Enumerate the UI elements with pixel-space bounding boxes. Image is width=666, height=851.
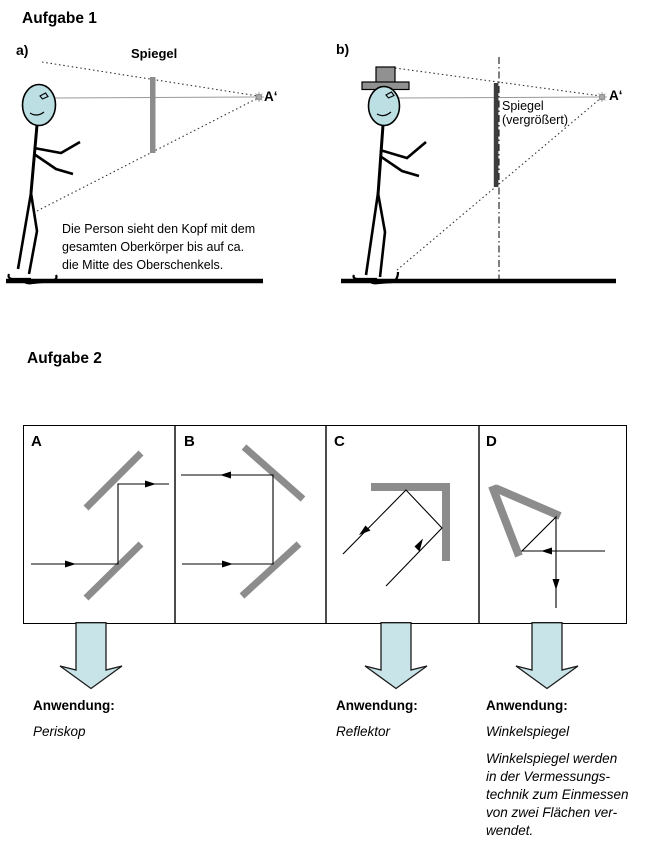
ray-eyeline-b [398, 97, 599, 98]
down-arrow-3 [514, 622, 581, 690]
panel-a-mirror-top [86, 453, 141, 508]
application-2-name: Reflektor [336, 724, 391, 739]
panel-a-mirror-bottom [86, 544, 141, 598]
image-point-label-b: A‘ [609, 88, 623, 103]
application-3-desc-line-5: wendet. [486, 823, 534, 838]
note-line-1: Die Person sieht den Kopf mit dem [62, 222, 256, 236]
mirror-label-a: Spiegel [131, 46, 178, 61]
task1-part-a-label: a) [16, 42, 29, 58]
mirror-panels-table [23, 425, 627, 624]
panel-label-d: D [486, 433, 497, 450]
mirror-bar-b [494, 83, 499, 187]
task2-title: Aufgabe 2 [27, 350, 102, 367]
foot-left-b [354, 275, 377, 279]
panel-label-b: B [184, 433, 195, 450]
ray-dotted-bottom-a [37, 98, 258, 211]
panel-b-mirror-bottom [242, 544, 299, 596]
application-2-heading: Anwendung: [336, 698, 418, 713]
mirror-bar-a [150, 77, 156, 153]
head-b [369, 87, 400, 126]
application-3-heading: Anwendung: [486, 698, 568, 713]
stick-figure-b [354, 67, 426, 283]
head-a [23, 85, 56, 126]
panel-a-drawing [31, 453, 169, 598]
mirror-label-b-line1: Spiegel [502, 99, 544, 113]
panel-d-arrowhead-in [541, 548, 552, 555]
note-line-3: die Mitte des Oberschenkels. [62, 258, 224, 272]
application-3-desc-line-3: technik zum Einmessen [486, 787, 629, 802]
panel-b-ray [181, 475, 273, 564]
panel-d-arrowhead-out [553, 579, 560, 590]
note-line-2: gesamten Oberkörper bis auf ca. [62, 240, 245, 254]
down-arrow-2 [363, 622, 430, 690]
foot-left-a [9, 274, 31, 279]
application-3-desc-line-1: Winkelspiegel werden [486, 751, 618, 766]
application-1-name: Periskop [33, 724, 86, 739]
image-point-label-a: A‘ [264, 89, 278, 104]
mirror-label-b-line2: (vergrößert) [502, 113, 568, 127]
image-point-marker-a [254, 92, 264, 102]
panel-d-ray [522, 517, 605, 608]
panel-c-ray [343, 490, 442, 586]
panel-b-arrowhead-out [220, 472, 231, 479]
diagram-b [333, 38, 666, 290]
panel-label-c: C [334, 433, 345, 450]
application-3-desc-line-2: in der Vermessungs- [486, 769, 611, 784]
ray-dotted-bottom-b [397, 98, 601, 270]
application-3-desc-line-4: von zwei Flächen ver- [486, 805, 618, 820]
panel-a-arrowhead-in [65, 561, 76, 568]
application-3-name: Winkelspiegel [486, 724, 570, 739]
panel-c-drawing [343, 484, 450, 586]
application-1-heading: Anwendung: [33, 698, 115, 713]
task1-part-b-label: b) [336, 41, 350, 57]
panel-a-arrowhead-out [145, 481, 156, 488]
mirror-panels-drawing [24, 426, 626, 623]
panel-b-arrowhead-in [222, 561, 233, 568]
down-arrow-1 [58, 622, 125, 690]
panel-d-drawing [492, 486, 605, 608]
panel-b-drawing [181, 447, 303, 596]
image-point-marker-b [597, 92, 607, 102]
panel-label-a: A [31, 433, 42, 450]
hat-crown [376, 67, 395, 83]
panel-c-arrowhead-out [359, 526, 371, 536]
task1-title: Aufgabe 1 [22, 10, 97, 27]
